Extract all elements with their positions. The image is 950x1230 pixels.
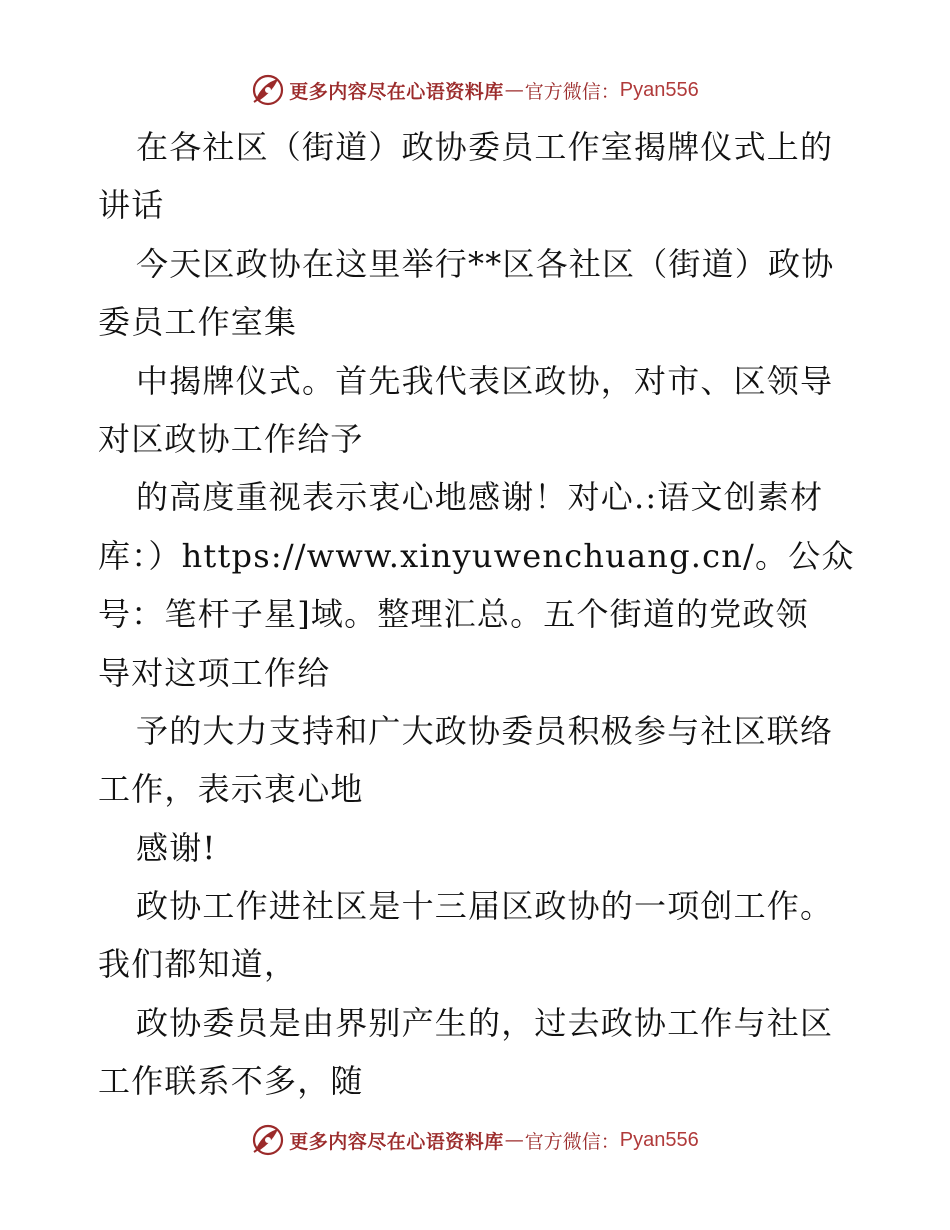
- text-line: 工作，表示衷心地: [98, 770, 364, 809]
- pen-nib-logo-icon: [251, 1123, 285, 1157]
- text-line: 政协委员是由界别产生的，过去政协工作与社区: [136, 1003, 834, 1042]
- text-line: 库：）https://www.xinyuwenchuang.cn/。公众: [98, 536, 855, 575]
- banner-main-text: 更多内容尽在心语资料库: [289, 80, 504, 103]
- header-banner: [0, 72, 950, 108]
- banner-wechat-label: 官方微信：: [524, 1130, 620, 1153]
- banner-wechat-id: Pyan556: [619, 78, 699, 101]
- text-line: 的高度重视表示衷心地感谢！对心.:语文创素材: [136, 478, 824, 517]
- text-line: 我们都知道，: [98, 945, 298, 984]
- text-line: 政协工作进社区是十三届区政协的一项创工作。: [136, 887, 834, 926]
- text-line: 在各社区（街道）政协委员工作室揭牌仪式上的: [136, 128, 834, 166]
- pen-nib-logo-icon: [251, 73, 285, 107]
- banner-wechat-label: 官方微信：: [524, 80, 620, 103]
- text-line: 对区政协工作给予: [98, 419, 364, 458]
- text-line: 讲话: [98, 186, 165, 225]
- banner-wechat-id: Pyan556: [619, 1128, 699, 1151]
- banner-separator: —: [504, 1129, 524, 1151]
- banner-separator: —: [504, 79, 524, 101]
- text-line: 今天区政协在这里举行**区各社区（街道）政协: [136, 244, 835, 283]
- text-line: 导对这项工作给: [98, 653, 331, 692]
- text-line: 号：笔杆子星]域。整理汇总。五个街道的党政领: [98, 595, 809, 634]
- text-line: 感谢!: [136, 828, 217, 867]
- footer-banner: [0, 1122, 950, 1158]
- text-line: 予的大力支持和广大政协委员积极参与社区联络: [136, 711, 834, 750]
- text-line: 中揭牌仪式。首先我代表区政协，对市、区领导: [136, 361, 834, 400]
- banner-main-text: 更多内容尽在心语资料库: [289, 1130, 504, 1153]
- document-body: [98, 118, 858, 1111]
- text-line: 委员工作室集: [98, 303, 298, 342]
- text-line: 工作联系不多，随: [98, 1062, 364, 1101]
